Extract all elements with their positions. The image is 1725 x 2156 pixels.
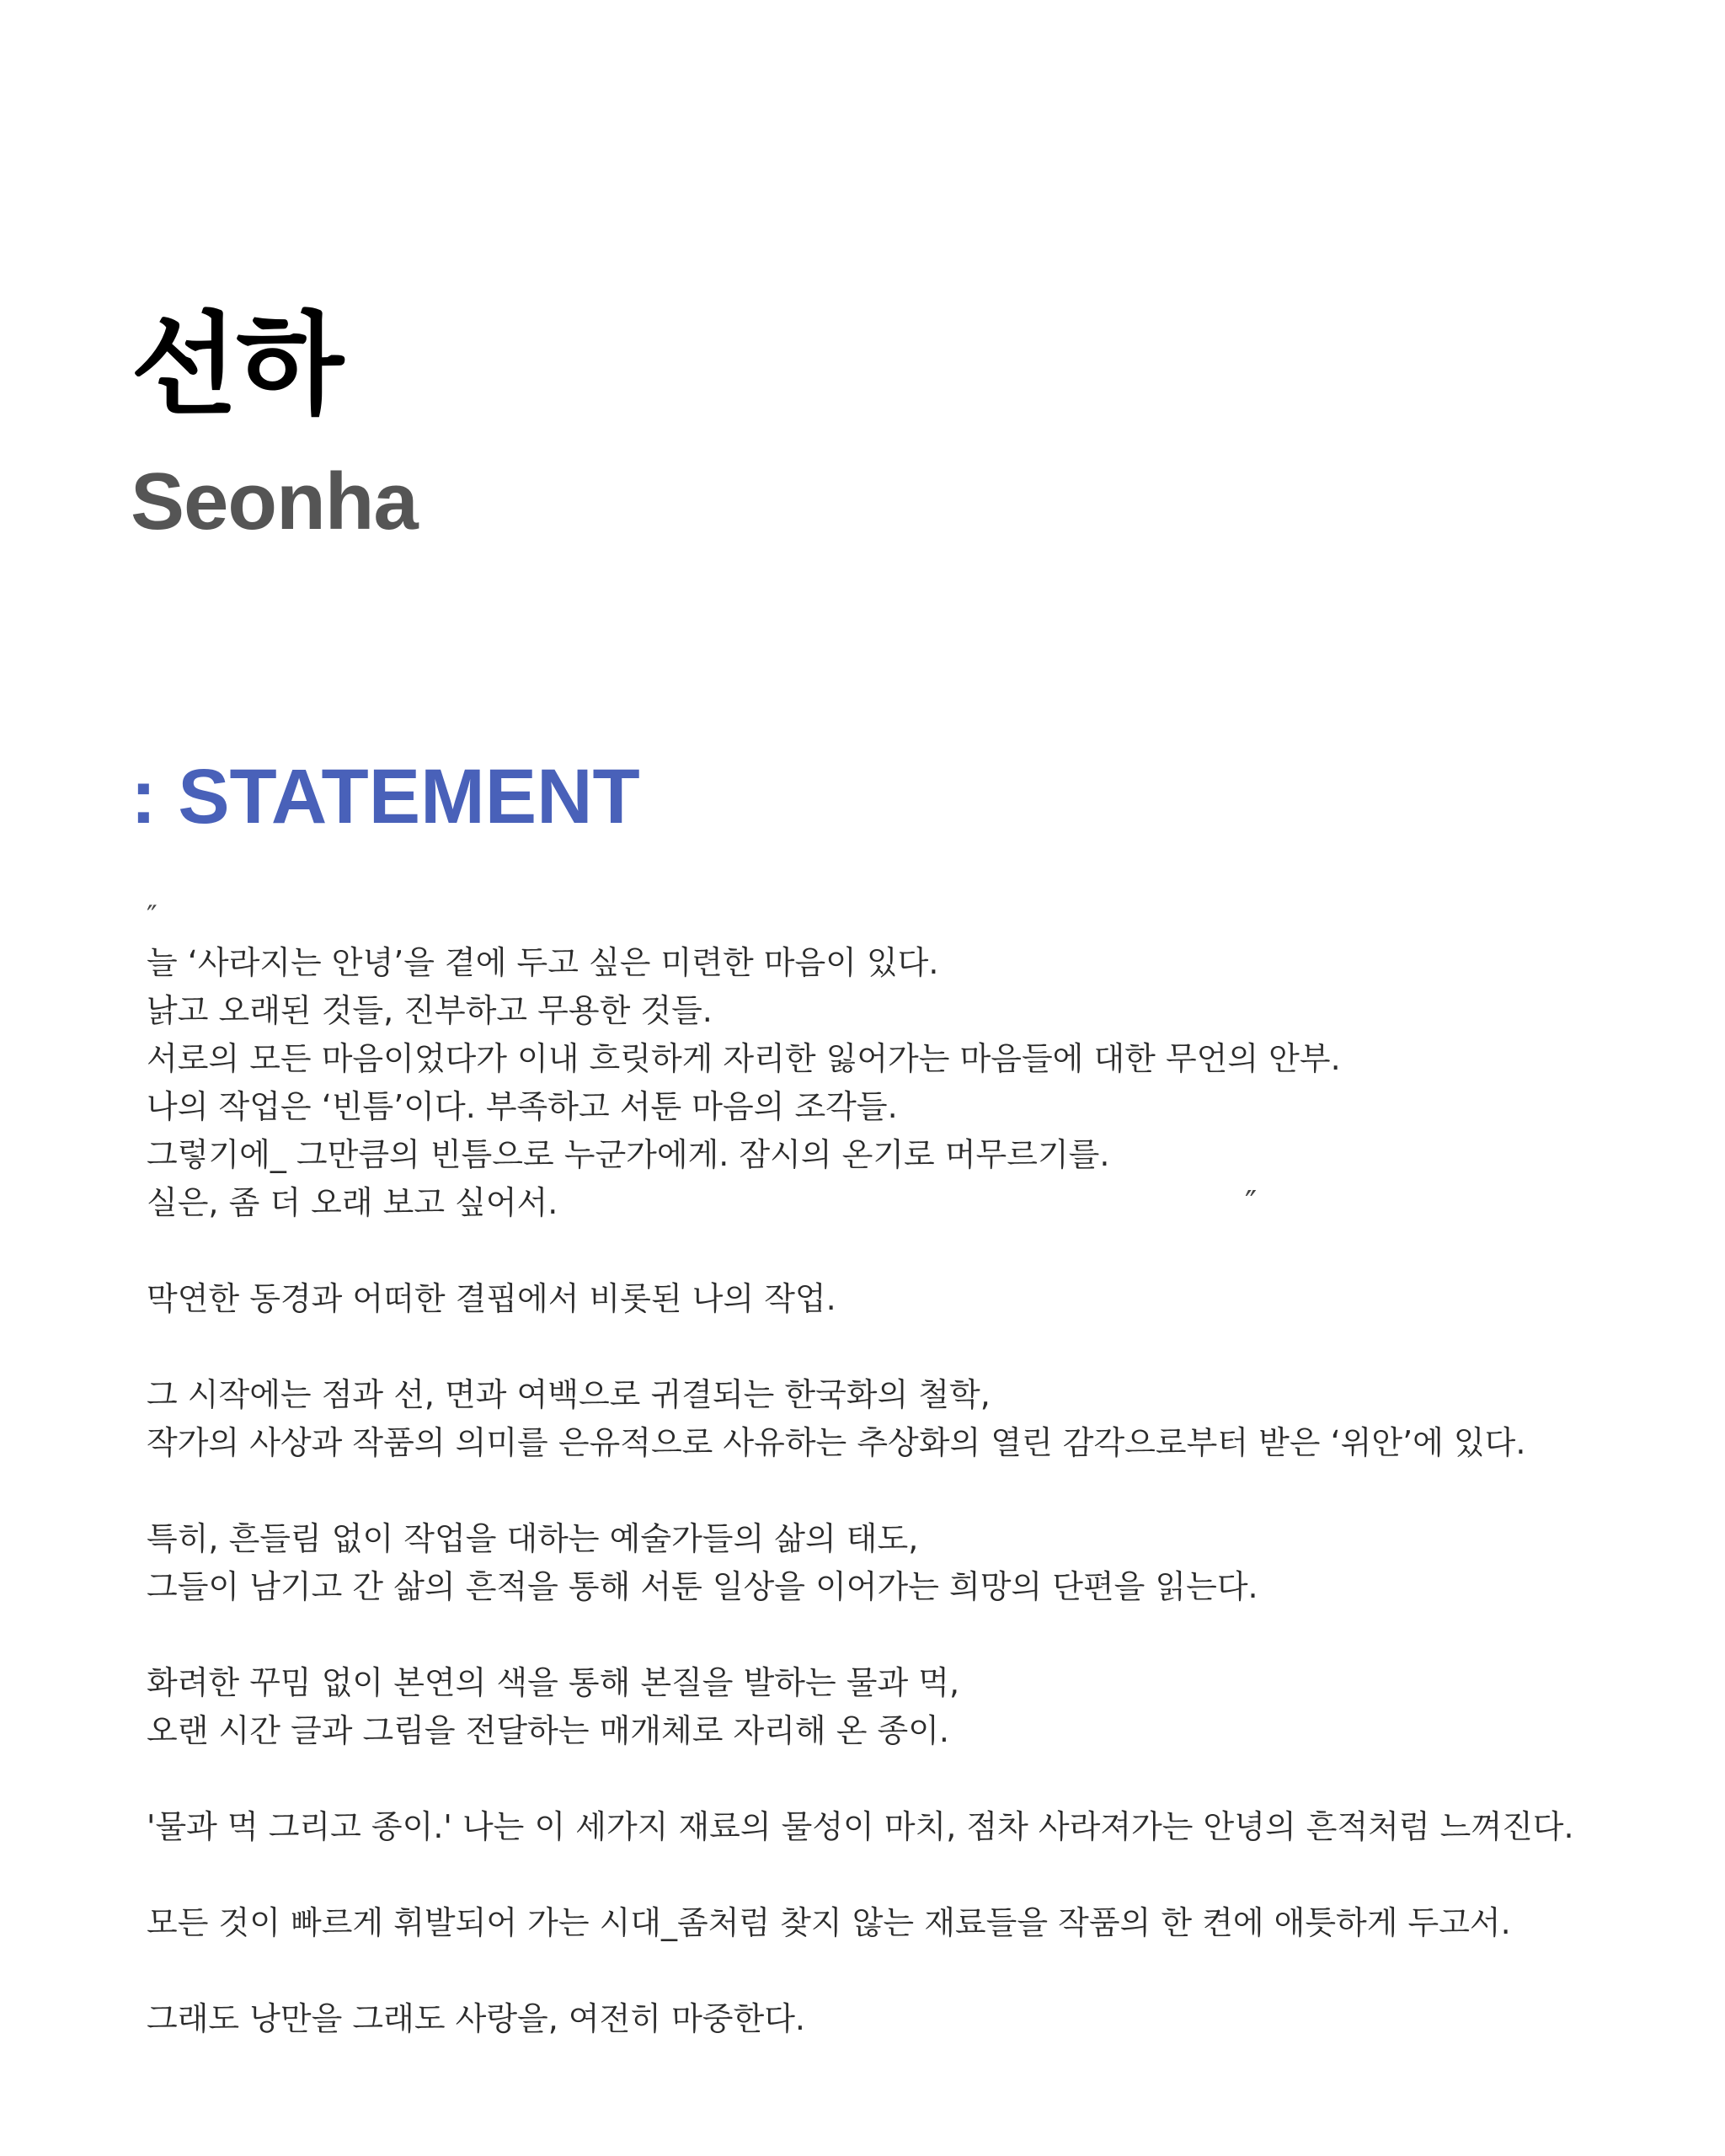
paragraph-line: 오랜 시간 글과 그림을 전달하는 매개체로 자리해 온 종이. <box>147 1712 949 1749</box>
quote-last-line <box>147 1179 1688 1227</box>
quote-close-mark: ″ <box>1245 1184 1258 1221</box>
paragraph-line: 화려한 꾸밈 없이 본연의 색을 통해 본질을 발하는 물과 먹, <box>147 1664 960 1701</box>
quote-line: 늘 ‘사라지는 안녕’을 곁에 두고 싶은 미련한 마음이 있다. <box>147 944 939 981</box>
statement-body <box>147 891 1688 2043</box>
paragraph-line: 막연한 동경과 어떠한 결핍에서 비롯된 나의 작업. <box>147 1280 836 1317</box>
artist-name-english: Seonha <box>131 456 418 547</box>
paragraph-line: 모든 것이 빠르게 휘발되어 가는 시대_좀처럼 찾지 않는 재료들을 작품의 한 켠에 애틋하게 두고서. <box>147 1904 1511 1941</box>
paragraph-line: 그 시작에는 점과 선, 면과 여백으로 귀결되는 한국화의 철학, <box>147 1376 991 1413</box>
quote-line: 그렇기에_ 그만큼의 빈틈으로 누군가에게. 잠시의 온기로 머무르기를. <box>147 1136 1110 1173</box>
statement-heading: : STATEMENT <box>131 754 640 840</box>
artist-name-korean: 선하 <box>131 301 343 430</box>
quote-line: 낡고 오래된 것들, 진부하고 무용한 것들. <box>147 992 713 1029</box>
quote-line: 나의 작업은 ‘빈틈’이다. 부족하고 서툰 마음의 조각들. <box>147 1088 898 1125</box>
quote-open-mark: ″ <box>147 899 158 933</box>
paragraph-line: 그래도 낭만을 그래도 사랑을, 여전히 마중한다. <box>147 2000 806 2037</box>
paragraph-line: 작가의 사상과 작품의 의미를 은유적으로 사유하는 추상화의 열린 감각으로부터 받은 ‘위안’에 있다. <box>147 1424 1526 1461</box>
quote-line: 서로의 모든 마음이었다가 이내 흐릿하게 자리한 잃어가는 마음들에 대한 무언의 안부. <box>147 1040 1341 1077</box>
paragraph-line: 그들이 남기고 간 삶의 흔적을 통해 서툰 일상을 이어가는 희망의 단편을 읽는다. <box>147 1568 1258 1605</box>
quote-line: 실은, 좀 더 오래 보고 싶어서. <box>147 1184 558 1221</box>
paragraph-line: '물과 먹 그리고 종이.' 나는 이 세가지 재료의 물성이 마치, 점차 사라져가는 안녕의 흔적처럼 느껴진다. <box>147 1808 1574 1845</box>
paragraph-line: 특히, 흔들림 없이 작업을 대하는 예술가들의 삶의 태도, <box>147 1520 919 1557</box>
